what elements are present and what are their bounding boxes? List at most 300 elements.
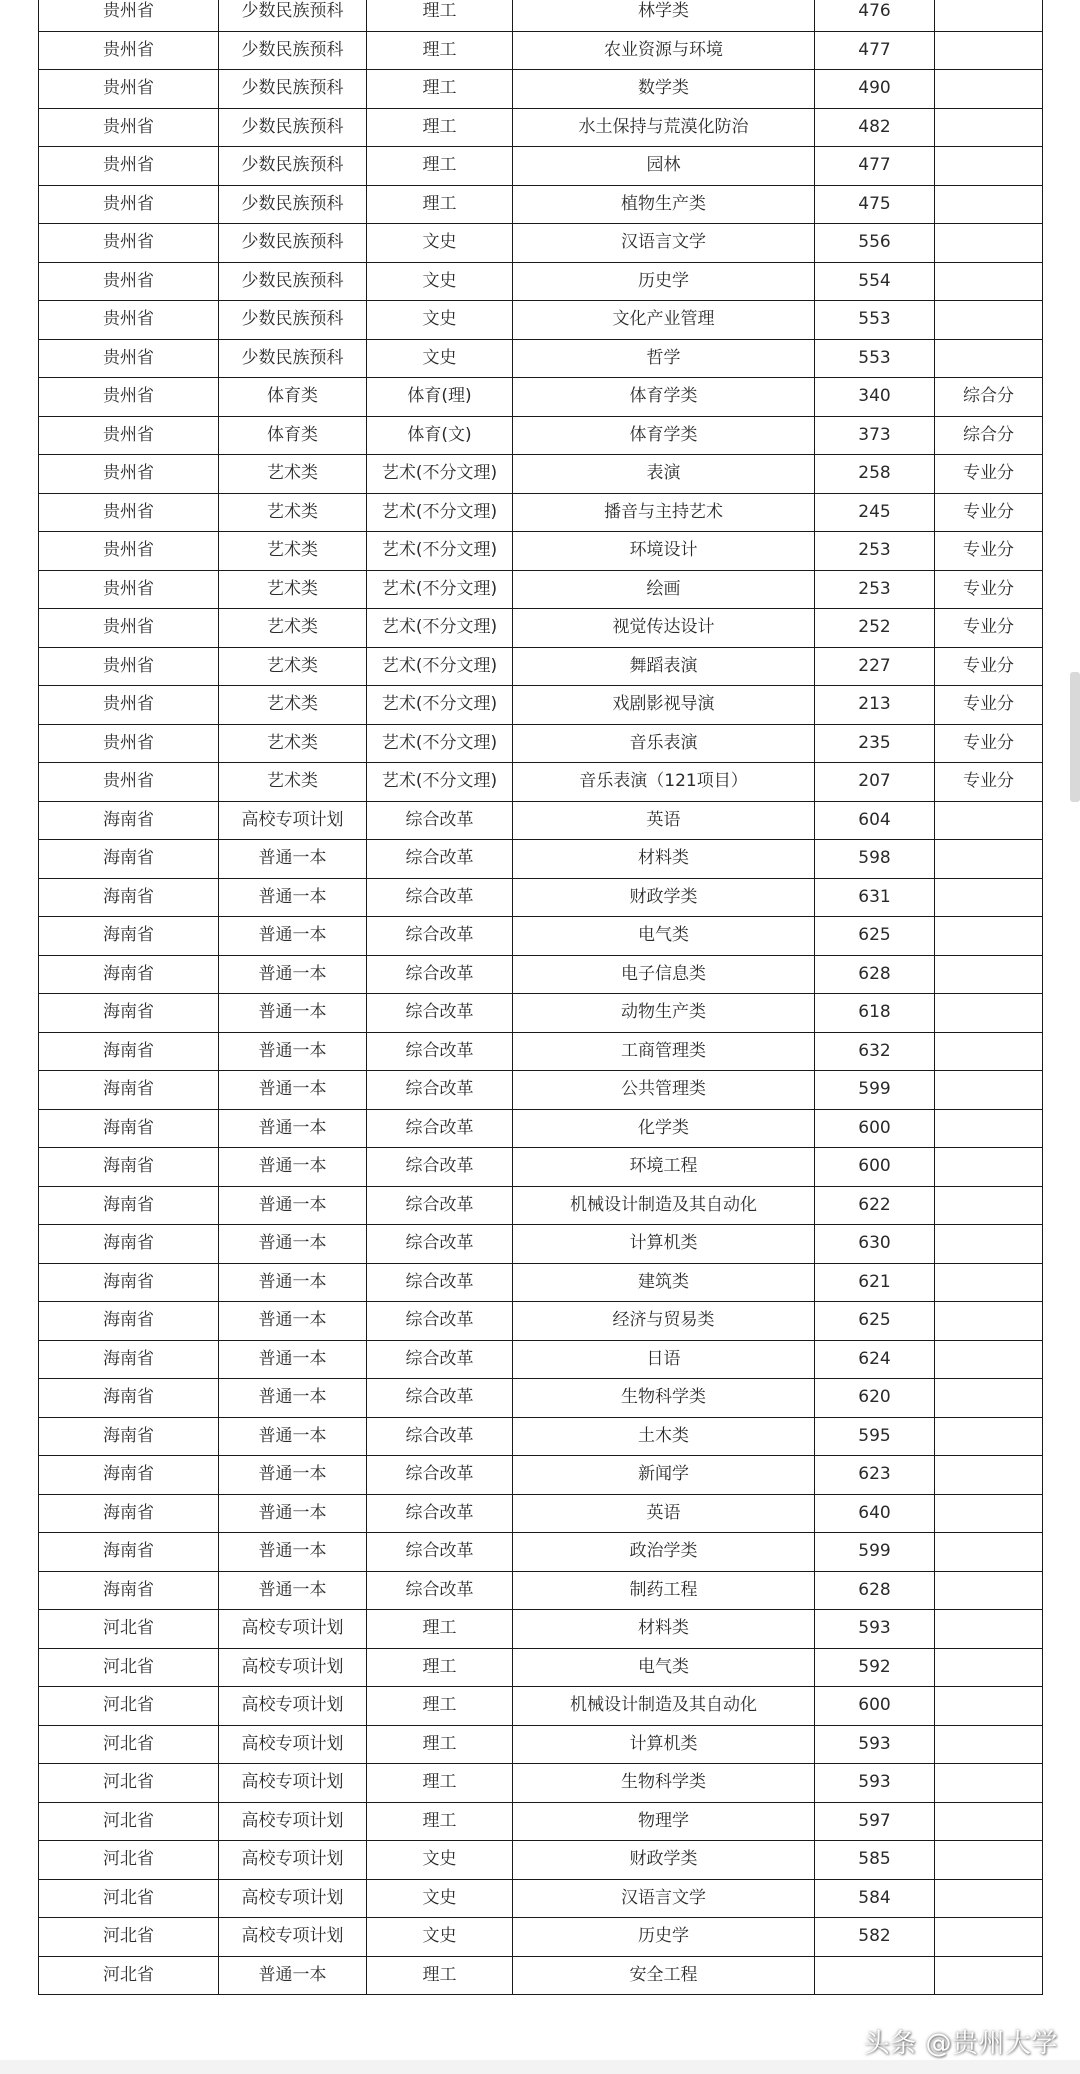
subject-type-cell: 文史 [367,339,513,378]
table-row [39,1032,1043,1071]
score-cell: 624 [815,1340,935,1379]
table-row [39,339,1043,378]
table-row [39,1533,1043,1572]
batch-cell: 少数民族预科 [219,301,367,340]
table-row [39,955,1043,994]
batch-cell: 普通一本 [219,1379,367,1418]
table-row [39,994,1043,1033]
subject-type-cell: 理工 [367,0,513,31]
note-cell [935,339,1043,378]
table-row [39,1071,1043,1110]
batch-cell: 普通一本 [219,1302,367,1341]
table-row [39,185,1043,224]
table-row [39,1918,1043,1957]
province-cell: 贵州省 [39,647,219,686]
subject-type-cell: 理工 [367,1687,513,1726]
batch-cell: 普通一本 [219,1263,367,1302]
batch-cell: 少数民族预科 [219,262,367,301]
note-cell [935,1186,1043,1225]
major-cell: 新闻学 [513,1456,815,1495]
batch-cell: 艺术类 [219,686,367,725]
province-cell: 贵州省 [39,416,219,455]
score-cell: 556 [815,224,935,263]
subject-type-cell: 体育(理) [367,378,513,417]
major-cell: 公共管理类 [513,1071,815,1110]
province-cell: 海南省 [39,1148,219,1187]
province-cell: 海南省 [39,1263,219,1302]
batch-cell: 少数民族预科 [219,108,367,147]
major-cell: 机械设计制造及其自动化 [513,1186,815,1225]
score-cell: 622 [815,1186,935,1225]
major-cell: 表演 [513,455,815,494]
batch-cell: 高校专项计划 [219,1764,367,1803]
province-cell: 海南省 [39,840,219,879]
batch-cell: 艺术类 [219,570,367,609]
score-cell: 595 [815,1417,935,1456]
note-cell [935,840,1043,879]
major-cell: 电气类 [513,917,815,956]
score-cell: 490 [815,70,935,109]
score-cell: 625 [815,1302,935,1341]
major-cell: 音乐表演 [513,724,815,763]
subject-type-cell: 文史 [367,1918,513,1957]
note-cell [935,301,1043,340]
province-cell: 贵州省 [39,686,219,725]
score-cell: 253 [815,532,935,571]
score-cell: 597 [815,1802,935,1841]
score-cell: 628 [815,955,935,994]
score-cell: 584 [815,1879,935,1918]
score-cell [815,1956,935,1995]
note-cell [935,108,1043,147]
major-cell: 历史学 [513,1918,815,1957]
table-row [39,224,1043,263]
score-cell: 640 [815,1494,935,1533]
table-row [39,1610,1043,1649]
table-row [39,1879,1043,1918]
note-cell [935,1725,1043,1764]
batch-cell: 普通一本 [219,1456,367,1495]
note-cell [935,31,1043,70]
major-cell: 材料类 [513,840,815,879]
batch-cell: 高校专项计划 [219,1725,367,1764]
note-cell [935,70,1043,109]
note-cell: 专业分 [935,493,1043,532]
batch-cell: 少数民族预科 [219,224,367,263]
subject-type-cell: 综合改革 [367,878,513,917]
scrollbar-thumb[interactable] [1070,672,1080,802]
major-cell: 体育学类 [513,378,815,417]
province-cell: 贵州省 [39,0,219,31]
batch-cell: 少数民族预科 [219,147,367,186]
watermark-text: 头条 @贵州大学 [863,2029,1058,2059]
score-cell: 625 [815,917,935,956]
subject-type-cell: 艺术(不分文理) [367,724,513,763]
score-cell: 252 [815,609,935,648]
note-cell [935,1687,1043,1726]
table-row [39,1764,1043,1803]
province-cell: 贵州省 [39,724,219,763]
major-cell: 制药工程 [513,1571,815,1610]
batch-cell: 普通一本 [219,1148,367,1187]
major-cell: 生物科学类 [513,1764,815,1803]
batch-cell: 普通一本 [219,955,367,994]
score-cell: 213 [815,686,935,725]
subject-type-cell: 理工 [367,1610,513,1649]
note-cell [935,1494,1043,1533]
major-cell: 政治学类 [513,1533,815,1572]
subject-type-cell: 综合改革 [367,1263,513,1302]
batch-cell: 艺术类 [219,724,367,763]
note-cell: 专业分 [935,570,1043,609]
note-cell [935,1032,1043,1071]
province-cell: 贵州省 [39,493,219,532]
subject-type-cell: 综合改革 [367,917,513,956]
note-cell [935,1340,1043,1379]
table-row [39,147,1043,186]
province-cell: 海南省 [39,1071,219,1110]
batch-cell: 高校专项计划 [219,1802,367,1841]
score-cell: 553 [815,301,935,340]
score-cell: 235 [815,724,935,763]
province-cell: 贵州省 [39,570,219,609]
batch-cell: 艺术类 [219,455,367,494]
table-row [39,686,1043,725]
subject-type-cell: 综合改革 [367,1533,513,1572]
score-cell: 630 [815,1225,935,1264]
batch-cell: 普通一本 [219,1571,367,1610]
table-row [39,1648,1043,1687]
major-cell: 建筑类 [513,1263,815,1302]
note-cell [935,147,1043,186]
note-cell: 专业分 [935,686,1043,725]
table-row [39,1148,1043,1187]
table-row [39,31,1043,70]
province-cell: 海南省 [39,1225,219,1264]
subject-type-cell: 综合改革 [367,955,513,994]
batch-cell: 高校专项计划 [219,1918,367,1957]
table-row [39,1225,1043,1264]
table-row [39,878,1043,917]
subject-type-cell: 文史 [367,224,513,263]
subject-type-cell: 综合改革 [367,1417,513,1456]
major-cell: 生物科学类 [513,1379,815,1418]
subject-type-cell: 艺术(不分文理) [367,570,513,609]
score-cell: 599 [815,1533,935,1572]
note-cell [935,1802,1043,1841]
note-cell [935,1071,1043,1110]
table-row [39,763,1043,802]
subject-type-cell: 综合改革 [367,1494,513,1533]
province-cell: 海南省 [39,1109,219,1148]
major-cell: 汉语言文学 [513,224,815,263]
subject-type-cell: 综合改革 [367,1571,513,1610]
batch-cell: 高校专项计划 [219,1648,367,1687]
score-cell: 477 [815,147,935,186]
table-row [39,455,1043,494]
major-cell: 材料类 [513,1610,815,1649]
subject-type-cell: 综合改革 [367,1225,513,1264]
batch-cell: 少数民族预科 [219,0,367,31]
note-cell [935,1302,1043,1341]
score-cell: 592 [815,1648,935,1687]
score-cell: 227 [815,647,935,686]
note-cell: 专业分 [935,724,1043,763]
score-cell: 632 [815,1032,935,1071]
province-cell: 贵州省 [39,455,219,494]
score-cell: 618 [815,994,935,1033]
province-cell: 贵州省 [39,108,219,147]
major-cell: 财政学类 [513,1841,815,1880]
admission-score-table-container [38,0,1042,1995]
table-row [39,1956,1043,1995]
major-cell: 音乐表演（121项目） [513,763,815,802]
note-cell [935,917,1043,956]
subject-type-cell: 综合改革 [367,1302,513,1341]
subject-type-cell: 理工 [367,147,513,186]
note-cell: 专业分 [935,532,1043,571]
note-cell: 专业分 [935,609,1043,648]
note-cell: 综合分 [935,416,1043,455]
score-cell: 482 [815,108,935,147]
major-cell: 工商管理类 [513,1032,815,1071]
province-cell: 海南省 [39,1533,219,1572]
batch-cell: 普通一本 [219,1071,367,1110]
score-cell: 600 [815,1687,935,1726]
major-cell: 计算机类 [513,1725,815,1764]
batch-cell: 体育类 [219,416,367,455]
table-body [39,0,1043,1995]
subject-type-cell: 综合改革 [367,801,513,840]
province-cell: 河北省 [39,1956,219,1995]
province-cell: 贵州省 [39,262,219,301]
note-cell [935,1456,1043,1495]
batch-cell: 普通一本 [219,1956,367,1995]
major-cell: 历史学 [513,262,815,301]
province-cell: 海南省 [39,1456,219,1495]
score-cell: 477 [815,31,935,70]
score-cell: 593 [815,1764,935,1803]
table-row [39,1417,1043,1456]
table-row [39,262,1043,301]
major-cell: 物理学 [513,1802,815,1841]
note-cell [935,224,1043,263]
major-cell: 环境工程 [513,1148,815,1187]
note-cell [935,1109,1043,1148]
subject-type-cell: 综合改革 [367,1071,513,1110]
batch-cell: 高校专项计划 [219,801,367,840]
note-cell [935,1764,1043,1803]
major-cell: 化学类 [513,1109,815,1148]
batch-cell: 少数民族预科 [219,31,367,70]
score-cell: 373 [815,416,935,455]
province-cell: 河北省 [39,1687,219,1726]
table-row [39,1841,1043,1880]
score-cell: 621 [815,1263,935,1302]
province-cell: 贵州省 [39,609,219,648]
major-cell: 园林 [513,147,815,186]
batch-cell: 普通一本 [219,1494,367,1533]
province-cell: 海南省 [39,1417,219,1456]
note-cell [935,185,1043,224]
subject-type-cell: 综合改革 [367,1186,513,1225]
major-cell: 戏剧影视导演 [513,686,815,725]
score-cell: 623 [815,1456,935,1495]
score-cell: 631 [815,878,935,917]
note-cell: 专业分 [935,763,1043,802]
batch-cell: 普通一本 [219,1340,367,1379]
batch-cell: 普通一本 [219,1186,367,1225]
score-cell: 476 [815,0,935,31]
table-row [39,1379,1043,1418]
batch-cell: 艺术类 [219,493,367,532]
subject-type-cell: 艺术(不分文理) [367,609,513,648]
subject-type-cell: 综合改革 [367,994,513,1033]
major-cell: 英语 [513,1494,815,1533]
batch-cell: 普通一本 [219,917,367,956]
major-cell: 安全工程 [513,1956,815,1995]
batch-cell: 少数民族预科 [219,70,367,109]
batch-cell: 普通一本 [219,1032,367,1071]
major-cell: 数学类 [513,70,815,109]
score-cell: 554 [815,262,935,301]
province-cell: 海南省 [39,1379,219,1418]
score-cell: 599 [815,1071,935,1110]
subject-type-cell: 文史 [367,1841,513,1880]
subject-type-cell: 理工 [367,31,513,70]
table-row [39,1456,1043,1495]
province-cell: 河北省 [39,1802,219,1841]
province-cell: 河北省 [39,1725,219,1764]
province-cell: 贵州省 [39,378,219,417]
note-cell [935,955,1043,994]
note-cell [935,1225,1043,1264]
note-cell [935,1648,1043,1687]
score-cell: 600 [815,1109,935,1148]
score-cell: 598 [815,840,935,879]
subject-type-cell: 综合改革 [367,1340,513,1379]
subject-type-cell: 理工 [367,70,513,109]
batch-cell: 普通一本 [219,1533,367,1572]
admission-score-table [38,0,1043,1995]
subject-type-cell: 综合改革 [367,1148,513,1187]
province-cell: 贵州省 [39,763,219,802]
batch-cell: 高校专项计划 [219,1879,367,1918]
subject-type-cell: 理工 [367,1648,513,1687]
subject-type-cell: 理工 [367,1802,513,1841]
score-cell: 475 [815,185,935,224]
batch-cell: 高校专项计划 [219,1610,367,1649]
province-cell: 海南省 [39,1302,219,1341]
batch-cell: 普通一本 [219,840,367,879]
batch-cell: 艺术类 [219,763,367,802]
major-cell: 体育学类 [513,416,815,455]
subject-type-cell: 艺术(不分文理) [367,493,513,532]
province-cell: 海南省 [39,1571,219,1610]
province-cell: 贵州省 [39,532,219,571]
table-row [39,647,1043,686]
province-cell: 河北省 [39,1610,219,1649]
table-row [39,493,1043,532]
note-cell [935,1879,1043,1918]
province-cell: 海南省 [39,994,219,1033]
province-cell: 海南省 [39,917,219,956]
batch-cell: 艺术类 [219,647,367,686]
subject-type-cell: 理工 [367,108,513,147]
score-cell: 207 [815,763,935,802]
major-cell: 土木类 [513,1417,815,1456]
table-row [39,840,1043,879]
subject-type-cell: 综合改革 [367,1032,513,1071]
note-cell [935,878,1043,917]
major-cell: 财政学类 [513,878,815,917]
subject-type-cell: 艺术(不分文理) [367,763,513,802]
table-row [39,570,1043,609]
table-row [39,724,1043,763]
province-cell: 海南省 [39,801,219,840]
note-cell [935,994,1043,1033]
table-row [39,1302,1043,1341]
table-row [39,108,1043,147]
note-cell [935,1417,1043,1456]
table-row [39,378,1043,417]
table-row [39,1109,1043,1148]
province-cell: 贵州省 [39,339,219,378]
score-cell: 593 [815,1725,935,1764]
score-cell: 258 [815,455,935,494]
subject-type-cell: 文史 [367,1879,513,1918]
score-cell: 340 [815,378,935,417]
major-cell: 汉语言文学 [513,1879,815,1918]
table-row [39,1571,1043,1610]
batch-cell: 高校专项计划 [219,1841,367,1880]
subject-type-cell: 文史 [367,301,513,340]
major-cell: 播音与主持艺术 [513,493,815,532]
score-cell: 604 [815,801,935,840]
subject-type-cell: 体育(文) [367,416,513,455]
major-cell: 植物生产类 [513,185,815,224]
province-cell: 海南省 [39,1186,219,1225]
note-cell: 专业分 [935,455,1043,494]
major-cell: 电气类 [513,1648,815,1687]
province-cell: 海南省 [39,955,219,994]
table-row [39,70,1043,109]
batch-cell: 少数民族预科 [219,185,367,224]
province-cell: 海南省 [39,1032,219,1071]
province-cell: 贵州省 [39,224,219,263]
score-cell: 582 [815,1918,935,1957]
province-cell: 贵州省 [39,70,219,109]
table-row [39,532,1043,571]
table-row [39,801,1043,840]
province-cell: 海南省 [39,878,219,917]
score-cell: 245 [815,493,935,532]
score-cell: 253 [815,570,935,609]
major-cell: 日语 [513,1340,815,1379]
note-cell [935,1918,1043,1957]
score-cell: 593 [815,1610,935,1649]
province-cell: 河北省 [39,1841,219,1880]
note-cell [935,1956,1043,1995]
major-cell: 林学类 [513,0,815,31]
major-cell: 水土保持与荒漠化防治 [513,108,815,147]
major-cell: 农业资源与环境 [513,31,815,70]
note-cell [935,1533,1043,1572]
major-cell: 环境设计 [513,532,815,571]
major-cell: 计算机类 [513,1225,815,1264]
subject-type-cell: 艺术(不分文理) [367,532,513,571]
batch-cell: 高校专项计划 [219,1687,367,1726]
